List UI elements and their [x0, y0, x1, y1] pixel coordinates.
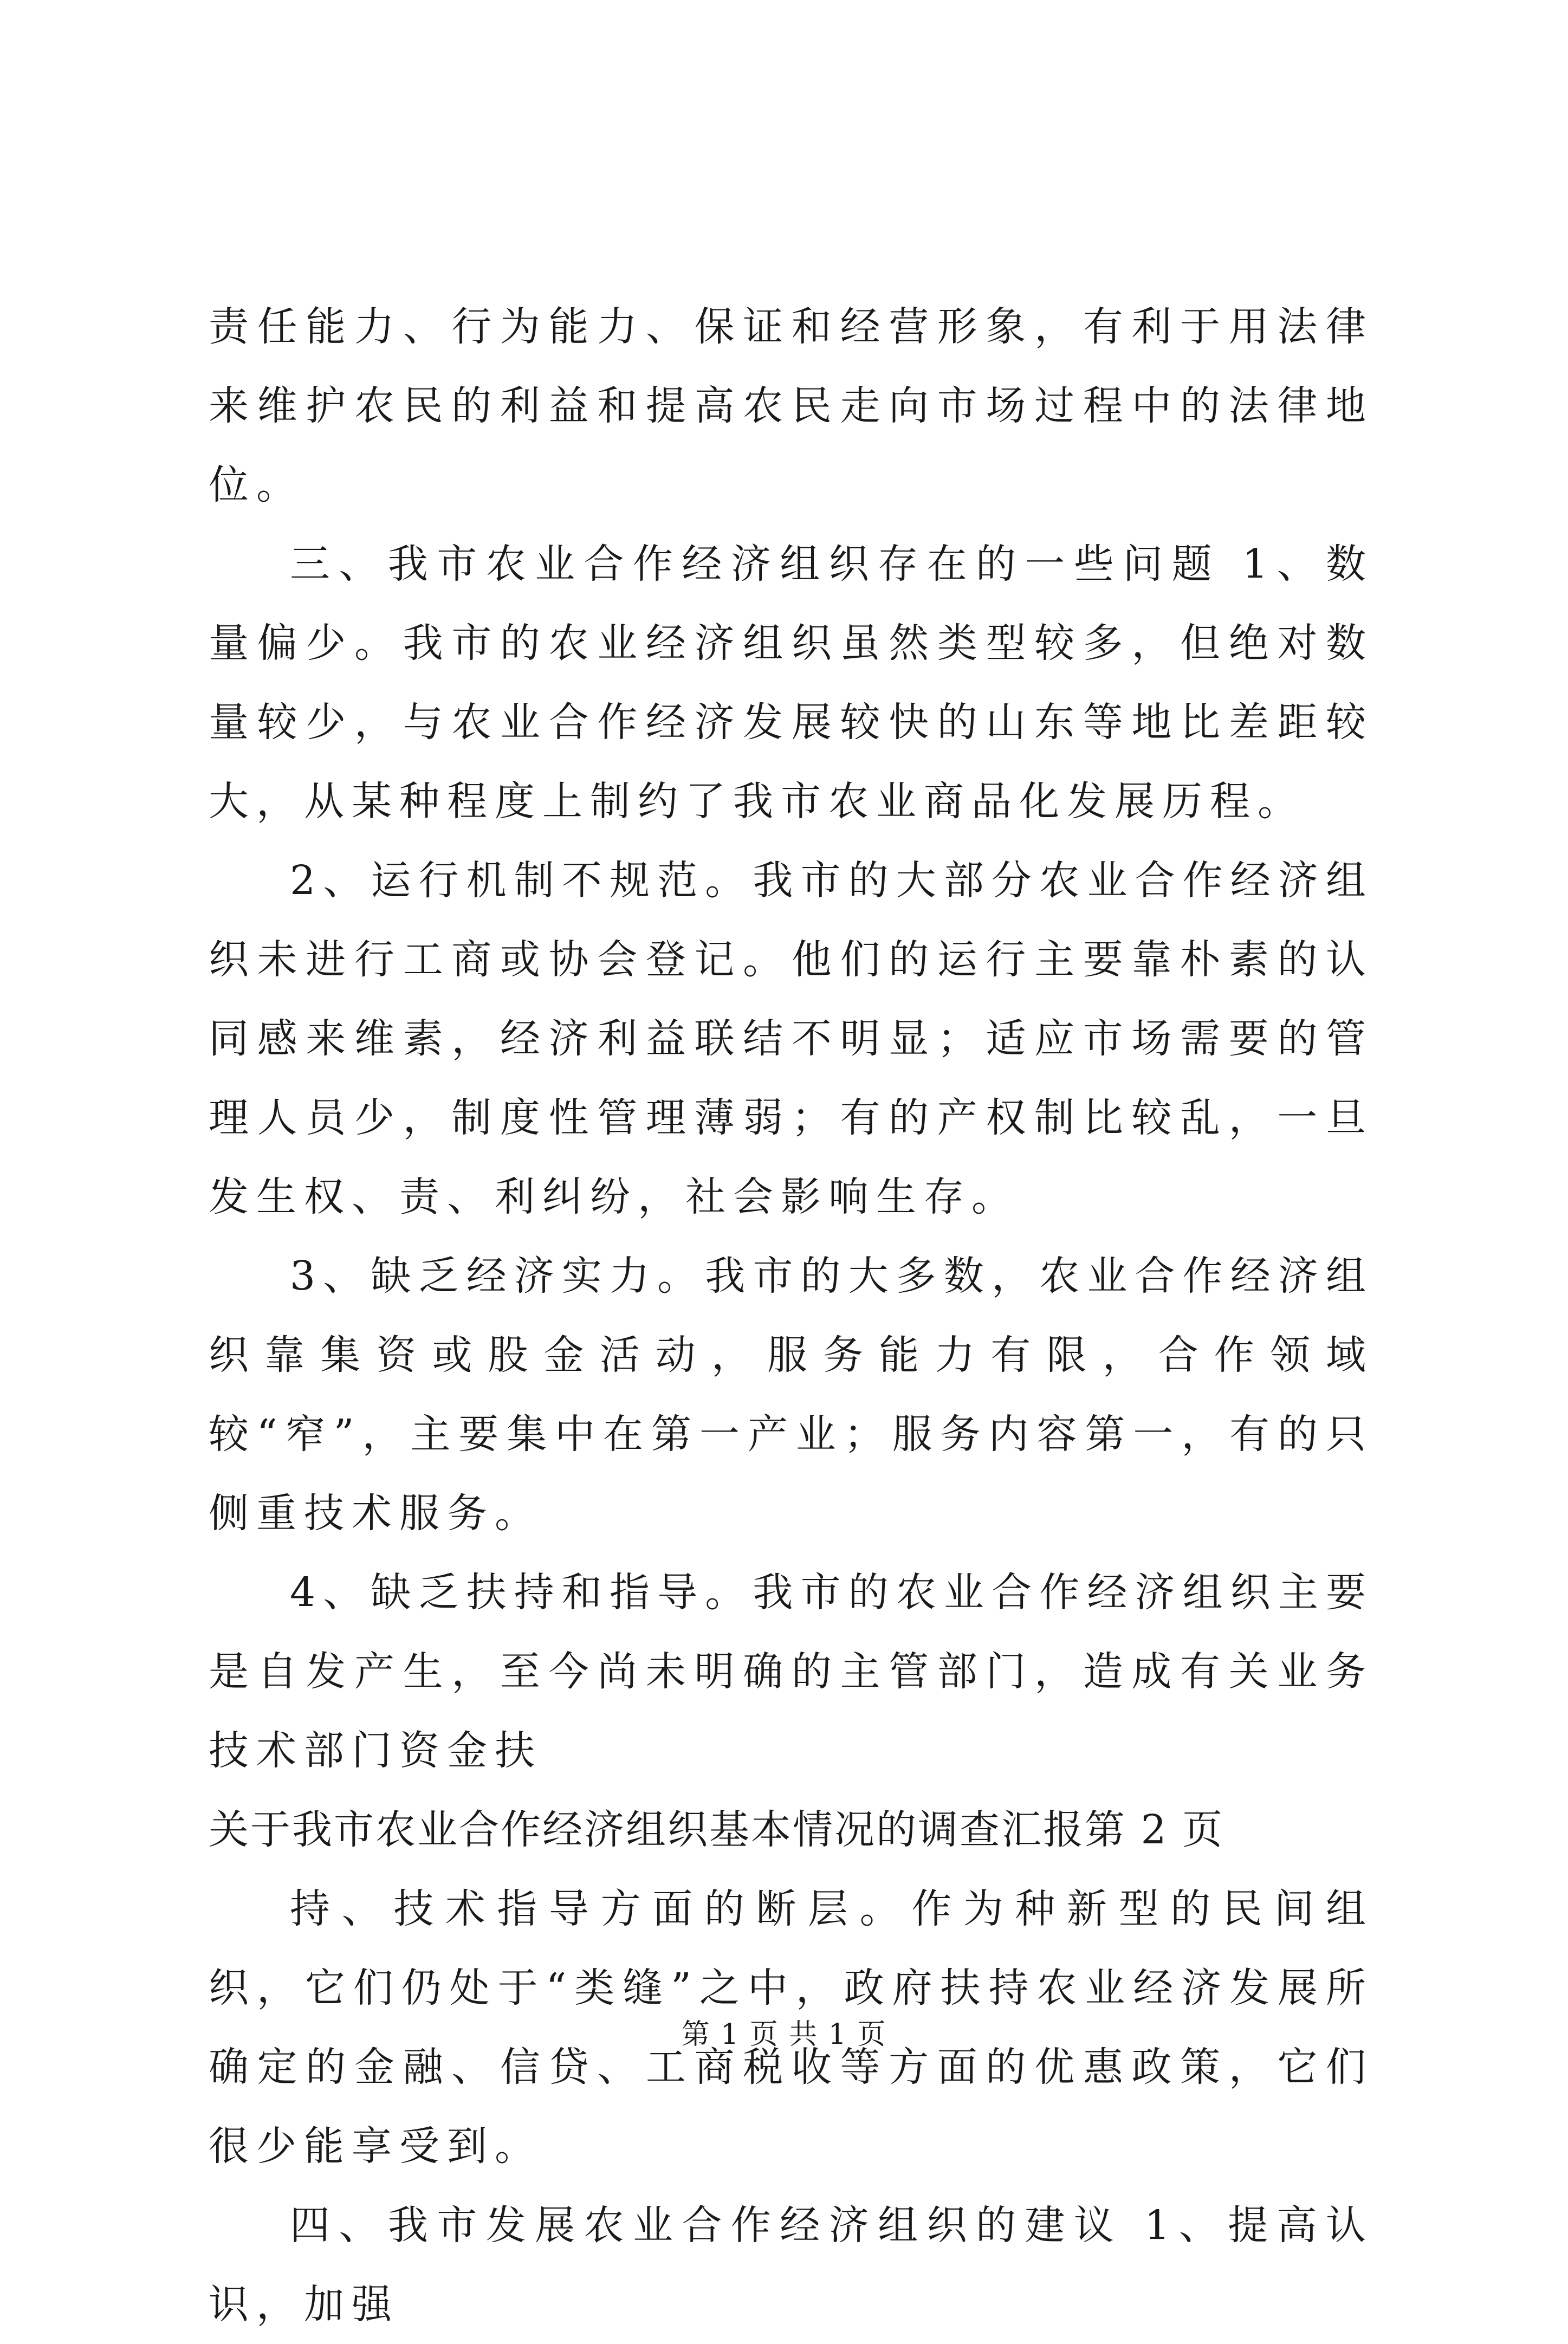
paragraph-item-2: 2、运行机制不规范。我市的大部分农业合作经济组织未进行工商或协会登记。他们的运行主要靠朴素的认同感来维素，经济利益联结不明显；适应市场需要的管理人员少，制度性管理薄弱；有的产权制比较乱，一旦发生权、责、利纠纷，社会影响生存。	[209, 857, 1373, 1220]
paragraph-item-4: 4、缺乏扶持和指导。我市的农业合作经济组织主要是自发产生，至今尚未明确的主管部门，造成有关业务技术部门资金扶	[209, 1569, 1373, 1774]
paragraph-item-3: 3、缺乏经济实力。我市的大多数，农业合作经济组织靠集资或股金活动，服务能力有限，合作领域较“窄”，主要集中在第一产业；服务内容第一，有的只侧重技术服务。	[209, 1253, 1373, 1537]
paragraph-section-three: 三、我市农业合作经济组织存在的一些问题 1、数量偏少。我市的农业经济组织虽然类型较多，但绝对数量较少，与农业合作经济发展较快的山东等地比差距较大，从某种程度上制约了我市农业商品化发展历程。	[209, 541, 1373, 825]
paragraph-item-4-continued: 持、技术指导方面的断层。作为种新型的民间组织，它们仍处于“类缝”之中，政府扶持农业经济发展所确定的金融、信贷、工商税收等方面的优惠政策，它们很少能享受到。	[209, 1886, 1373, 2170]
paragraph-section-four: 四、我市发展农业合作经济组织的建议 1、提高认识，加强	[209, 2202, 1373, 2328]
paragraph-1: 责任能力、行为能力、保证和经营形象，有利于用法律来维护农民的利益和提高农民走向市场过程中的法律地位。	[209, 303, 1373, 508]
page-footer: 第 1 页 共 1 页	[681, 2018, 887, 2051]
running-title: 关于我市农业合作经济组织基本情况的调查汇报第 2 页	[209, 1806, 1224, 1853]
